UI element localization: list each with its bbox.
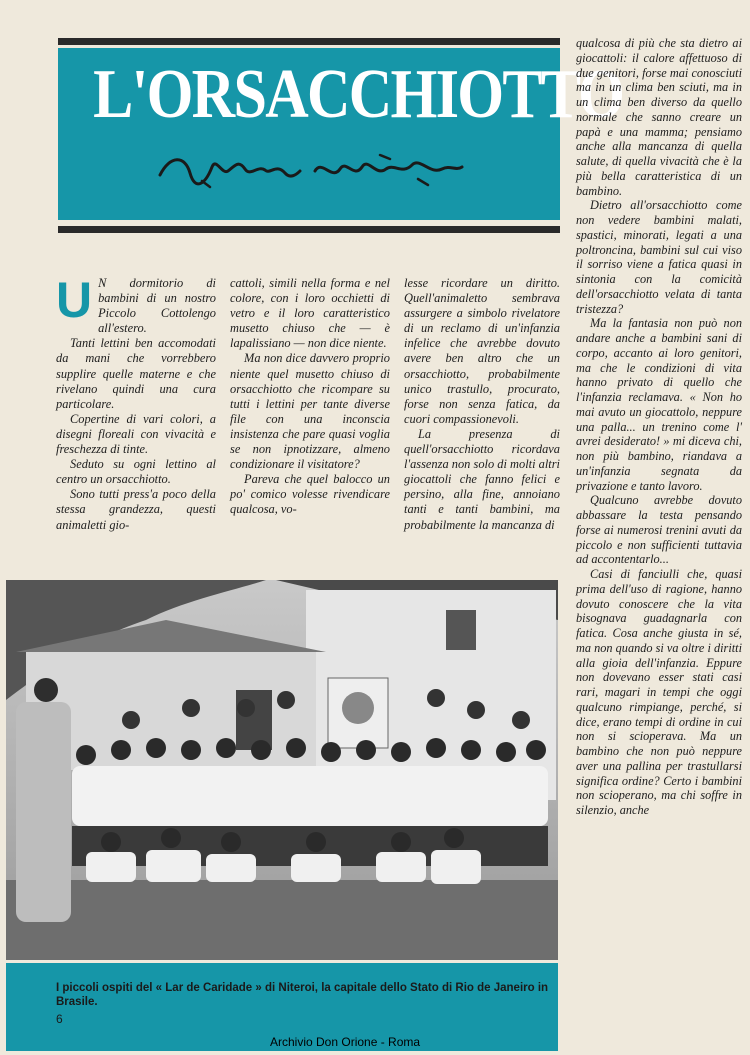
- paragraph: Copertine di vari colori, a disegni floreali con vivacità e freschezza di tinte.: [56, 411, 216, 457]
- article-column-2: [230, 276, 390, 518]
- paragraph: Sono tutti press'a poco della stessa grandezza, questi animaletti gio-: [56, 487, 216, 532]
- article-title: L'ORSACCHIOTTO: [93, 56, 624, 133]
- paragraph: cattoli, simili nella forma e nel colore, con i loro occhietti di vetro e il loro caratteristico musetto chiuso che — è lapalissiano — non dice niente.: [230, 276, 390, 351]
- handwritten-signature-icon: [150, 145, 470, 195]
- paragraph: qualcosa di più che sta dietro ai giocattoli: il calore affettuoso di due genitori, forse mai conosciuti ma in un clima ben sciuti, ma in un clima ben diverso da quello normale che sanno creare un papà e una mamma; pensiamo anche alla mancanza di quella salute, di quella vivacità che è la più bella caratteristica di un bambino.: [576, 36, 742, 198]
- article-column-3: [404, 276, 560, 533]
- drop-cap: U: [56, 272, 93, 328]
- article-column-1: [56, 272, 216, 533]
- paragraph: Ma non dice davvero proprio niente quel musetto chiuso di orsacchiotto che ricompare su tutti i lettini per tante diverse file con una inconscia insistenza che pare quasi voglia se non ipnotizzare, almeno condizionare il visitatore?: [230, 351, 390, 472]
- paragraph: U N dormitorio di bambini di un nostro Piccolo Cottolengo all'estero.: [56, 272, 216, 336]
- bottom-title-rule: [58, 226, 560, 233]
- group-photo-image: [6, 580, 558, 960]
- paragraph: La presenza di quell'orsacchiotto ricordava l'assenza non solo di molti altri giocattoli che fanno felici e persino, alla fine, annoiano tanti e tanti bambini, ma probabilmente la mancanza di: [404, 426, 560, 532]
- page-number: 6: [56, 1012, 63, 1026]
- photo-caption: I piccoli ospiti del « Lar de Caridade » di Niteroi, la capitale dello Stato di Rio de Janeiro in Brasile.: [56, 982, 549, 1008]
- paragraph: lesse ricordare un diritto. Quell'animaletto sembrava assurgere a simbolo rivelatore di un reclamo di un'infanzia infelice che avrebbe dovuto avere ben altro che un orsacchiotto, probabilmente unico trastullo, procurato, forse non senza fatica, da cuori compassionevoli.: [404, 276, 560, 426]
- paragraph: Qualcuno avrebbe dovuto abbassare la testa pensando forse ai numerosi trenini avuti da piccolo e non sufficienti tuttavia ad accontentarlo...: [576, 493, 742, 567]
- article-column-4: [576, 36, 742, 818]
- paragraph: Ma la fantasia non può non andare anche a bambini sani di corpo, accanto ai loro genitori, ma che le condizioni di vita hanno privato di quello che l'infanzia reclamava. « Non ho mai avuto un giocattolo, neppure una palla... un trenino come l' avrei desiderato! » mi diceva chi, non più bambino, riandava a un'infanzia segnata da privazione e tanto lavoro.: [576, 316, 742, 493]
- title-banner: [58, 48, 624, 220]
- photo-illustration-icon: [6, 580, 558, 960]
- top-rule: [58, 38, 560, 45]
- archive-label: Archivio Don Orione - Roma: [270, 1035, 421, 1049]
- paragraph: Tanti lettini ben accomodati da mani che vorrebbero supplire quelle materne e che rivelano quindi una cura particolare.: [56, 336, 216, 411]
- paragraph: Seduto su ogni lettino al centro un orsacchiotto.: [56, 457, 216, 487]
- paragraph: Dietro all'orsacchiotto come non vedere bambini malati, spastici, minorati, legati a una poltroncina, bambini sul cui viso il sorriso viene a fatica quasi in sintonia con la comicità dell'orsacchiotto velata di tanta tristezza?: [576, 198, 742, 316]
- paragraph: Casi di fanciulli che, quasi prima dell'uso di ragione, hanno dovuto conoscere che la vita bisognava guadagnarla con fatica. Cosa anche giusta in sé, ma non quando si va oltre i diritti alla gioia dell'infanzia. Eppure non dovevano esser stati casi rari, magari in tempi che oggi qualcuno rimpiange, perché, si dice, erano tempi di ordine in cui non si scioperava. Ma un bambino che non può neppure aver una pallina per trastullarsi significa ordine? Certo i bambini non scioperano, ma chi soffre in silenzio, anche: [576, 567, 742, 817]
- paragraph: Pareva che quel balocco un po' comico volesse rivendicare qualcosa, vo-: [230, 472, 390, 517]
